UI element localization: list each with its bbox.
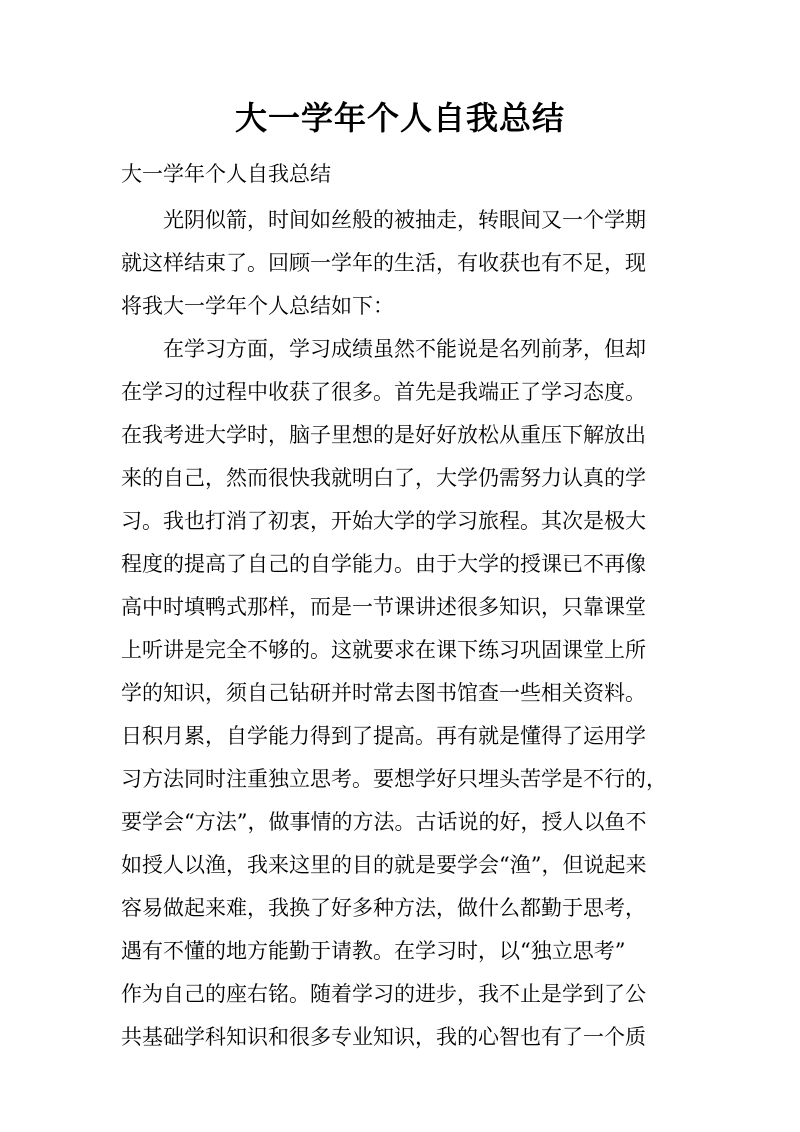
- document-title: 大一学年个人自我总结: [234, 99, 565, 137]
- text-line: 如授人以渔，我来这里的目的就是要学会“渔”，但说起来: [121, 853, 647, 877]
- text-line: 日积月累，自学能力得到了提高。再有就是懂得了运用学: [121, 724, 646, 748]
- text-line: 高中时填鸭式那样，而是一节课讲述很多知识，只靠课堂: [121, 595, 646, 619]
- text-line: 在学习方面，学习成绩虽然不能说是名列前茅，但却: [163, 337, 646, 361]
- text-line: 学的知识，须自己钻研并时常去图书馆查一些相关资料。: [121, 681, 646, 705]
- text-line: 作为自己的座右铭。随着学习的进步，我不止是学到了公: [121, 982, 646, 1006]
- text-line: 容易做起来难，我换了好多种方法，做什么都勤于思考，: [121, 896, 646, 920]
- text-line: 共基础学科知识和很多专业知识，我的心智也有了一个质: [121, 1025, 646, 1049]
- text-line: 就这样结束了。回顾一学年的生活，有收获也有不足，现: [121, 251, 646, 275]
- text-line: 将我大一学年个人总结如下：: [121, 294, 394, 318]
- text-line: 习方法同时注重独立思考。要想学好只埋头苦学是不行的，: [121, 767, 667, 791]
- text-line: 要学会“方法”，做事情的方法。古话说的好，授人以鱼不: [121, 810, 647, 834]
- text-line: 习。我也打消了初衷，开始大学的学习旅程。其次是极大: [121, 509, 646, 533]
- text-line: 上听讲是完全不够的。这就要求在课下练习巩固课堂上所: [121, 638, 646, 662]
- text-line: 遇有不懂的地方能勤于请教。在学习时，以“独立思考”: [121, 939, 626, 963]
- document-subtitle: 大一学年个人自我总结: [121, 162, 331, 186]
- text-line: 程度的提高了自己的自学能力。由于大学的授课已不再像: [121, 552, 646, 576]
- text-line: 在学习的过程中收获了很多。首先是我端正了学习态度。: [121, 380, 646, 404]
- text-line: 在我考进大学时，脑子里想的是好好放松从重压下解放出: [121, 423, 646, 447]
- text-line: 来的自己，然而很快我就明白了，大学仍需努力认真的学: [121, 466, 646, 490]
- text-line: 光阴似箭，时间如丝般的被抽走，转眼间又一个学期: [163, 208, 646, 232]
